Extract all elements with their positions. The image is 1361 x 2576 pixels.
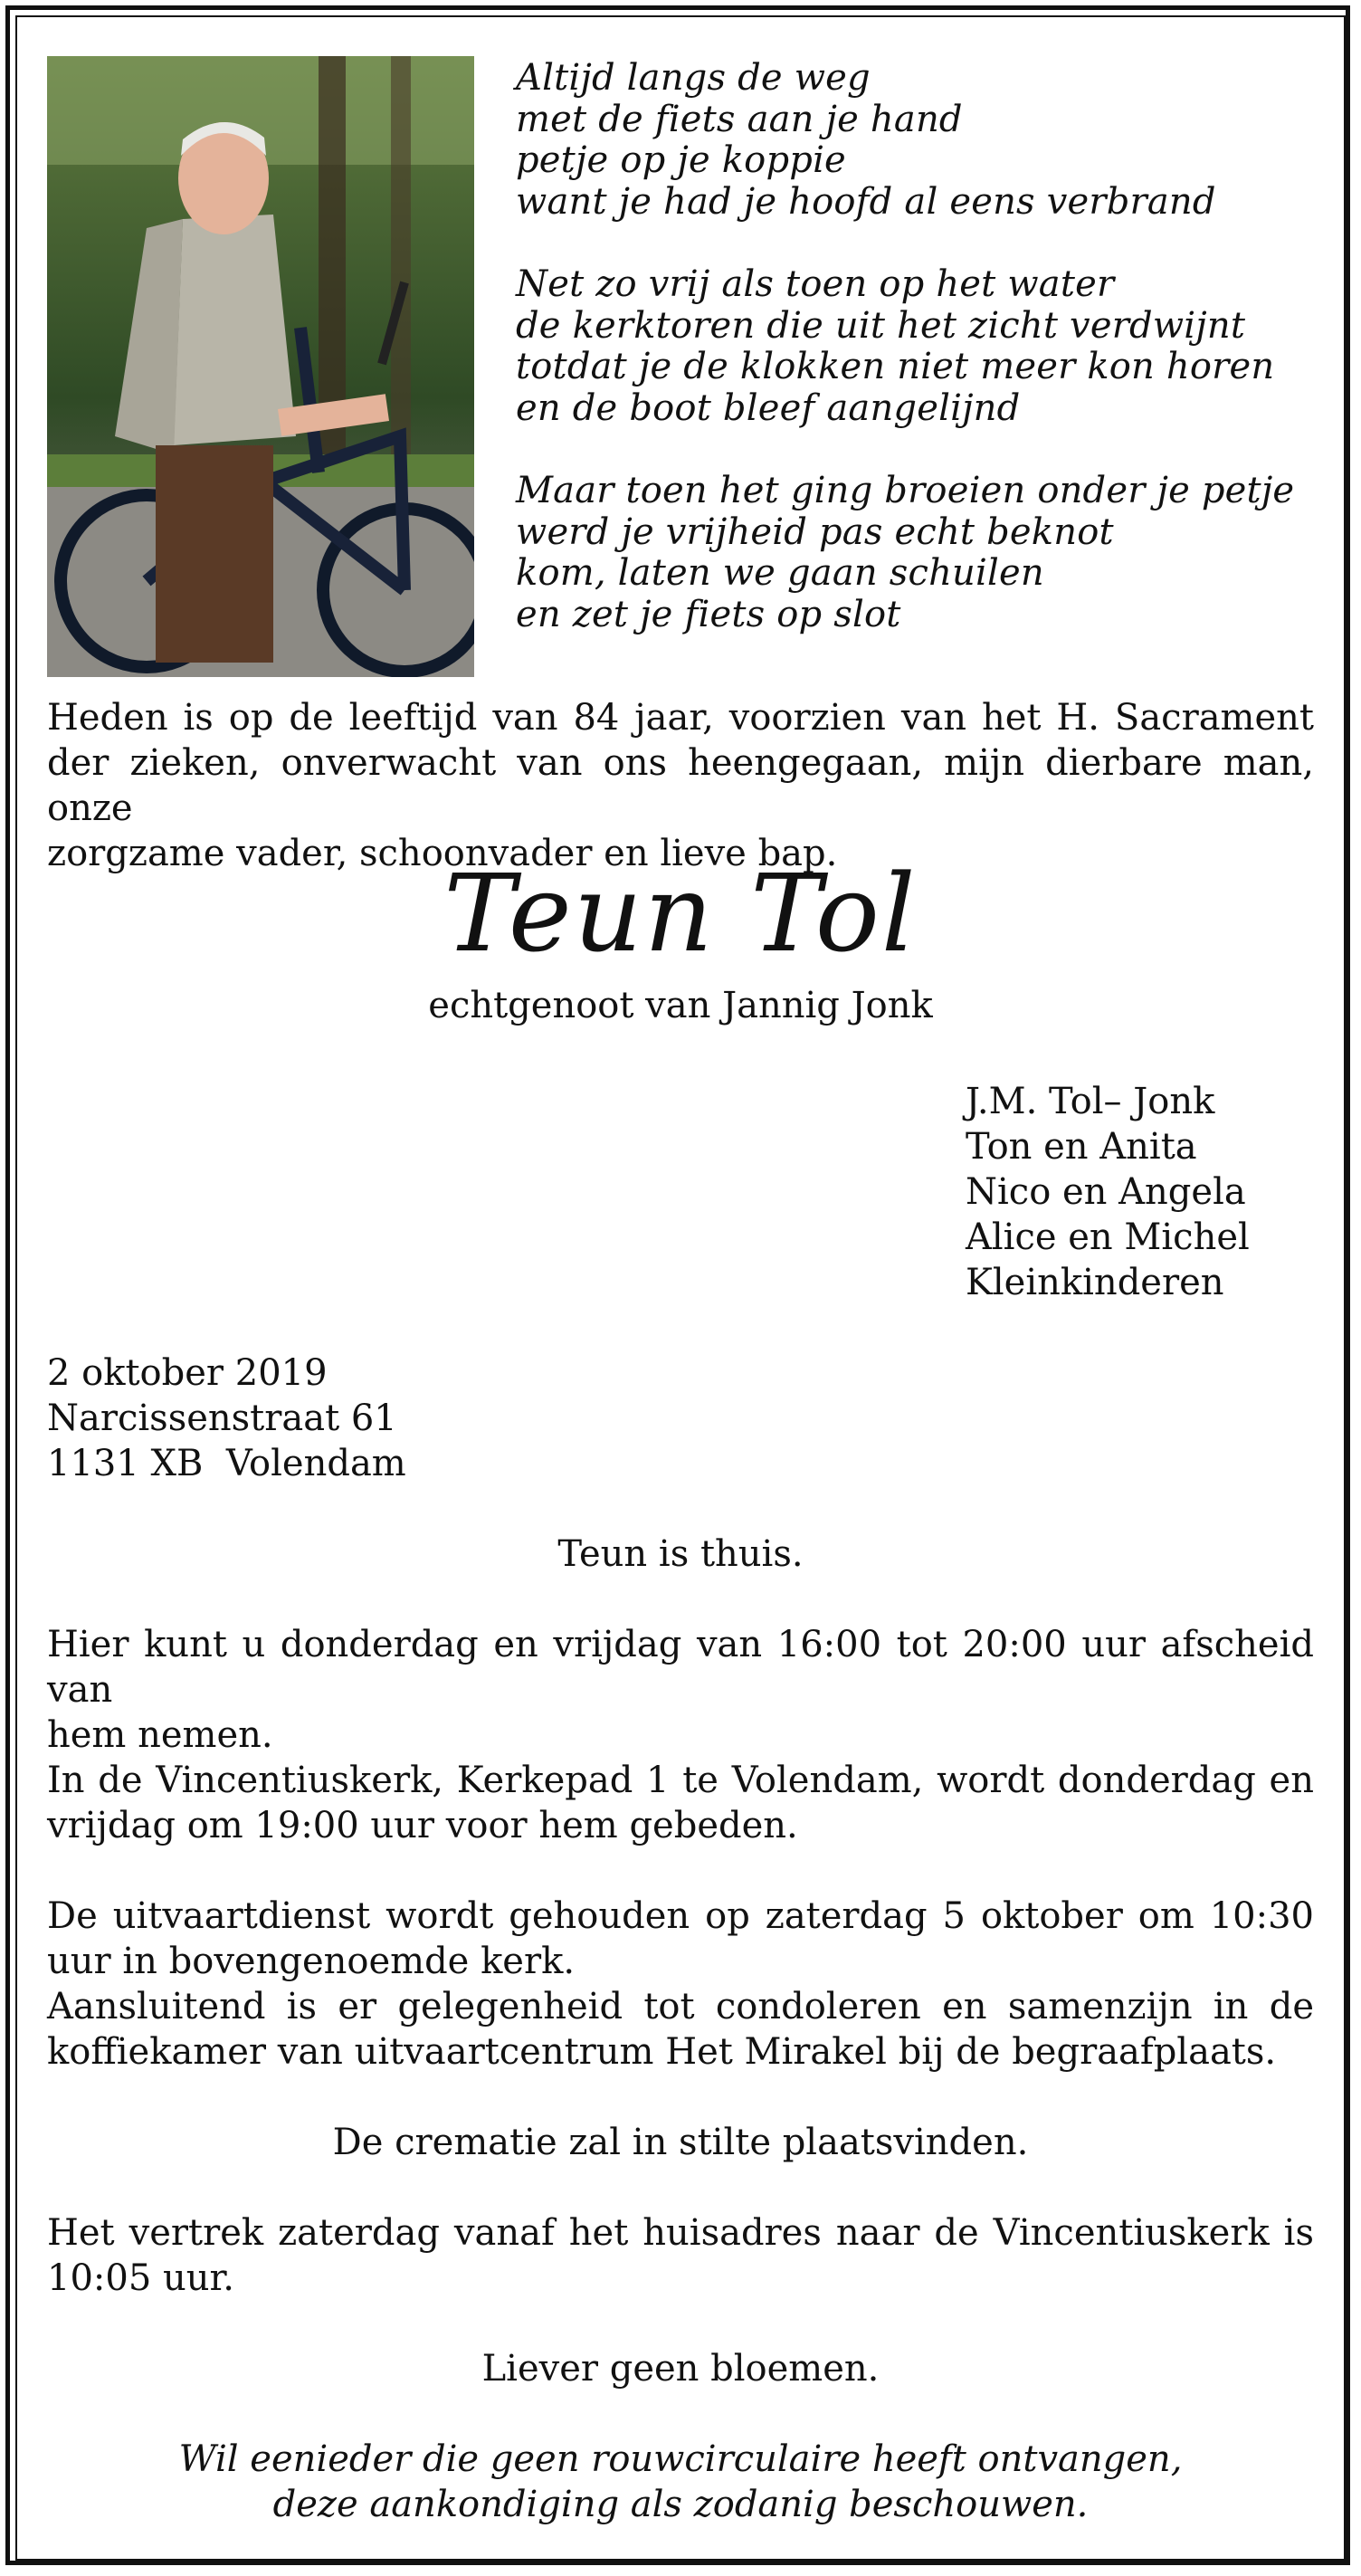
intro-line: der zieken, onverwacht van ons heengegaan, mijn dierbare man, onze: [47, 742, 1314, 829]
closing-line: Wil eenieder die geen rouwcirculaire heeft ontvangen,: [178, 2438, 1183, 2480]
spouse-line: echtgenoot van Jannig Jonk: [428, 985, 933, 1026]
service-notice: [47, 1894, 1314, 2075]
prayer-notice: [47, 1758, 1314, 1848]
visitation-notice: [47, 1622, 1314, 1758]
poem-stanza-2: [516, 264, 1330, 429]
portrait-photo: [47, 56, 474, 677]
poem-line: want je had je hoofd al eens verbrand: [516, 180, 1216, 223]
poem-line: en zet je fiets op slot: [516, 593, 901, 635]
poem: [516, 58, 1330, 677]
notice-line: vrijdag om 19:00 uur voor hem gebeden.: [47, 1805, 798, 1846]
notice-line: koffiekamer van uitvaartcentrum Het Mirakel bij de begraafplaats.: [47, 2031, 1277, 2073]
notice-line: Hier kunt u donderdag en vrijdag van 16:00 tot 20:00 uur afscheid van: [47, 1624, 1314, 1711]
deceased-name: Teun Tol: [443, 851, 918, 976]
street: Narcissenstraat 61: [47, 1398, 397, 1439]
city: 1131 XB Volendam: [47, 1443, 406, 1484]
poem-line: kom, laten we gaan schuilen: [516, 552, 1044, 594]
family-member: Ton en Anita: [966, 1126, 1197, 1168]
poem-line: de kerktoren die uit het zicht verdwijnt: [516, 304, 1246, 347]
poem-line: Maar toen het ging broeien onder je petje: [516, 470, 1295, 511]
address-block: [47, 1350, 406, 1486]
notice-line: Aansluitend is er gelegenheid tot condoleren en samenzijn in de: [47, 1986, 1314, 2027]
departure-notice: [47, 2210, 1314, 2301]
announcement-intro: [47, 695, 1314, 876]
poem-stanza-3: [516, 471, 1330, 635]
poem-line: werd je vrijheid pas echt beknot: [516, 510, 1114, 553]
date: 2 oktober 2019: [47, 1352, 328, 1394]
flowers-notice: Liever geen bloemen.: [481, 2348, 880, 2390]
poem-stanza-1: [516, 58, 1330, 223]
closing-note: [0, 2437, 1361, 2527]
cremation-notice: De crematie zal in stilte plaatsvinden.: [332, 2122, 1029, 2163]
family-member: Nico en Angela: [966, 1171, 1246, 1213]
intro-line: Heden is op de leeftijd van 84 jaar, voorzien van het H. Sacrament: [47, 697, 1314, 739]
notice-line: uur in bovengenoemde kerk.: [47, 1941, 576, 1982]
intro-line: zorgzame vader, schoonvader en lieve bap.: [47, 833, 838, 874]
family-member: J.M. Tol– Jonk: [966, 1081, 1215, 1122]
family-member: Kleinkinderen: [966, 1262, 1224, 1303]
notice-line: hem nemen.: [47, 1714, 273, 1756]
family-list: [966, 1079, 1250, 1305]
poem-line: Net zo vrij als toen op het water: [516, 263, 1115, 305]
notice-line: Het vertrek zaterdag vanaf het huisadres naar de Vincentiuskerk is: [47, 2212, 1314, 2254]
poem-line: totdat je de klokken niet meer kon horen: [516, 346, 1275, 387]
notice-line: De uitvaartdienst wordt gehouden op zaterdag 5 oktober om 10:30: [47, 1895, 1314, 1937]
poem-line: en de boot bleef aangelijnd: [516, 386, 1021, 429]
home-notice: Teun is thuis.: [557, 1533, 804, 1575]
poem-line: Altijd langs de weg: [516, 57, 871, 99]
notice-line: In de Vincentiuskerk, Kerkepad 1 te Volendam, wordt donderdag en: [47, 1760, 1314, 1801]
poem-line: petje op je koppie: [516, 139, 846, 181]
poem-line: met de fiets aan je hand: [516, 98, 963, 140]
notice-line: 10:05 uur.: [47, 2257, 234, 2299]
family-member: Alice en Michel: [966, 1216, 1250, 1258]
closing-line: deze aankondiging als zodanig beschouwen.: [272, 2484, 1089, 2525]
